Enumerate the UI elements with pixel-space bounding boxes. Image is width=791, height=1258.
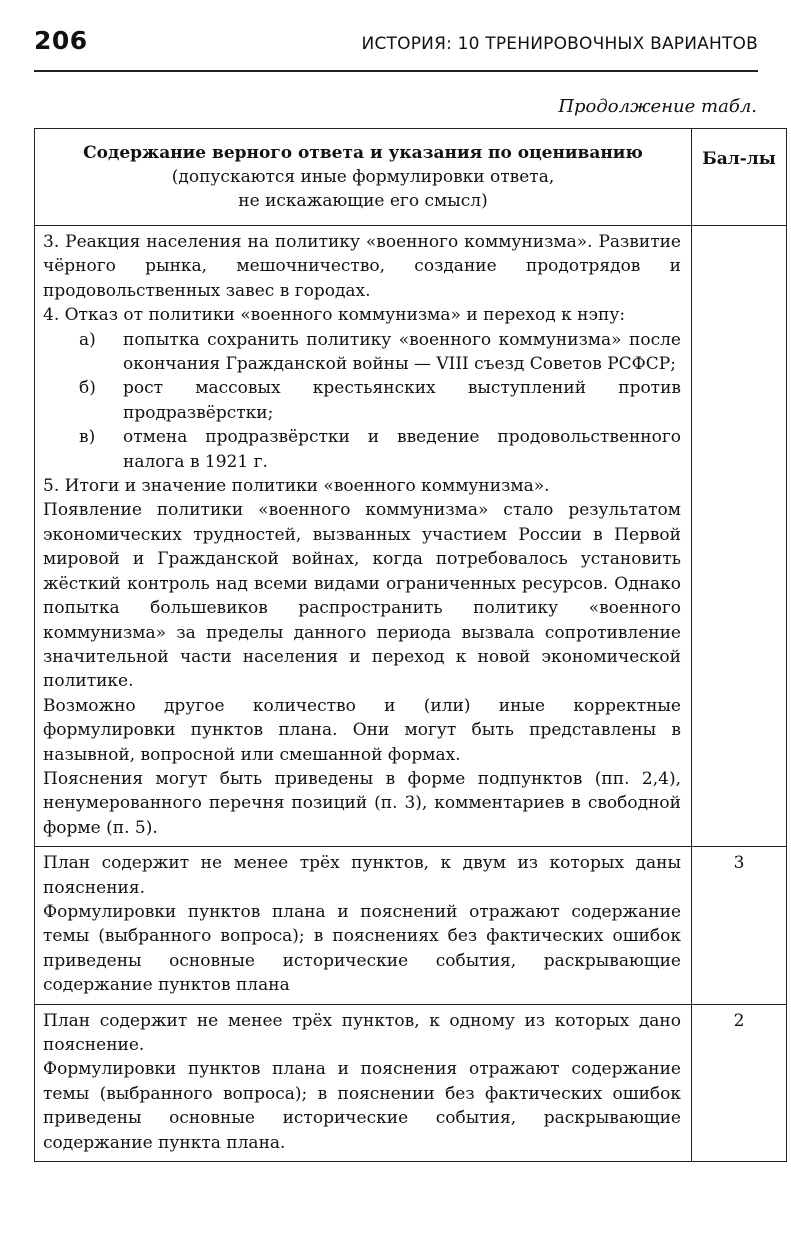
subpoint-marker: в) bbox=[79, 427, 96, 448]
header-content-title: Содержание верного ответа и указания по оцениванию bbox=[83, 143, 643, 163]
plan-point-5: 5. Итоги и значение политики «военного коммунизма». bbox=[43, 476, 550, 497]
subpoint-text: отмена продразвёрстки и введение продовольственного налога в 1921 г. bbox=[123, 427, 681, 472]
header-content-note-line2: не искажающие его смысл) bbox=[238, 191, 488, 211]
score-cell: 2 bbox=[692, 1004, 787, 1161]
plan-point-4: 4. Отказ от политики «военного коммунизма» и переход к нэпу: bbox=[43, 305, 626, 326]
score-cell bbox=[692, 226, 787, 847]
table-row bbox=[35, 847, 787, 1004]
page-number: 206 bbox=[34, 26, 88, 55]
header-content-note-line1: (допускаются иные формулировки ответа, bbox=[171, 167, 555, 187]
table-row bbox=[35, 1004, 787, 1161]
running-title: ИСТОРИЯ: 10 ТРЕНИРОВОЧНЫХ ВАРИАНТОВ bbox=[361, 34, 758, 54]
subpoint-marker: б) bbox=[79, 378, 96, 399]
score-cell: 3 bbox=[692, 847, 787, 1004]
plan-point-3: 3. Реакция населения на политику «военного коммунизма». Развитие чёрного рынка, мешочничество, создание продотрядов и продовольственных завес в городах. bbox=[43, 232, 681, 301]
plan-point-5-body: Появление политики «военного коммунизма» стало результатом экономических трудностей, вызванных участием России в Первой мировой и Гражданской войнах, когда потребовалось установить жёсткий контроль над всеми видами ограниченных ресурсов. Однако попытка большевиков распространить политику «военного коммунизма» за пределы данного периода вызвала сопротивление значительной части населения и переход к новой экономической политике. bbox=[43, 500, 681, 692]
criterion-summary: План содержит не менее трёх пунктов, к двум из которых даны пояснения. bbox=[43, 853, 681, 898]
note-explanations: Пояснения могут быть приведены в форме подпунктов (пп. 2,4), ненумерованного перечня позиций (п. 3), комментариев в свободной форме (п. 5). bbox=[43, 768, 681, 838]
score-column-header bbox=[692, 129, 787, 226]
criterion-summary: План содержит не менее трёх пунктов, к одному из которых дано пояснение. bbox=[43, 1010, 681, 1055]
subpoint-c bbox=[43, 425, 681, 474]
page-header bbox=[34, 22, 758, 72]
criterion-details: Формулировки пунктов плана и пояснения отражают содержание темы (выбранного вопроса); в пояснении без фактических ошибок приведены основные исторические события, раскрывающие содержание пункта плана. bbox=[43, 1059, 681, 1153]
subpoint-text: рост массовых крестьянских выступлений против продразвёрстки; bbox=[123, 378, 681, 423]
table-row bbox=[35, 226, 787, 847]
subpoint-text: попытка сохранить политику «военного коммунизма» после окончания Гражданской войны — VIII съезд Советов РСФСР; bbox=[123, 329, 681, 375]
note-variants: Возможно другое количество и (или) иные корректные формулировки пунктов плана. Они могут быть представлены в назывной, вопросной или смешанной формах. bbox=[43, 695, 681, 765]
subpoint-marker: а) bbox=[79, 329, 96, 350]
criterion-cell bbox=[35, 847, 692, 1004]
answer-content-cell bbox=[35, 226, 692, 847]
criterion-details: Формулировки пунктов плана и пояснений отражают содержание темы (выбранного вопроса); в пояснениях без фактических ошибок приведены основные исторические события, раскрывающие содержание пунктов плана bbox=[43, 901, 681, 996]
table-continuation-label: Продолжение табл. bbox=[558, 96, 757, 117]
content-column-header bbox=[35, 129, 692, 226]
criterion-cell bbox=[35, 1004, 692, 1161]
subpoint-b bbox=[43, 376, 681, 425]
grading-table bbox=[34, 128, 787, 1162]
table-header-row bbox=[35, 129, 787, 226]
subpoint-a bbox=[43, 328, 681, 377]
score-header-label: Бал-лы bbox=[702, 149, 776, 169]
